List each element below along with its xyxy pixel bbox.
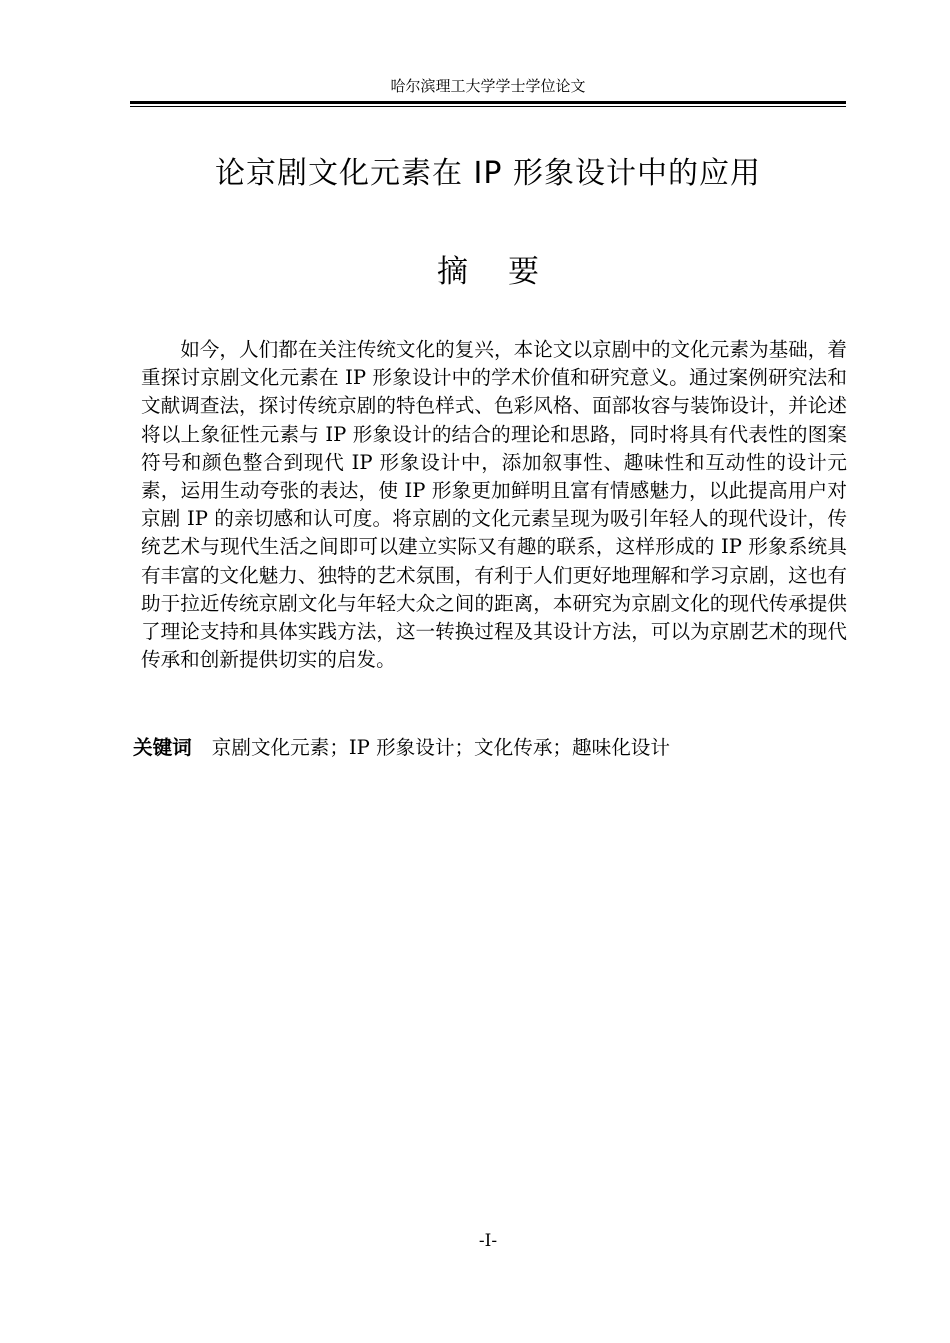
abstract-heading: 摘要 [437,254,579,290]
header-rule-thick [130,101,846,104]
abstract-body: 如今，人们都在关注传统文化的复兴，本论文以京剧中的文化元素为基础，着重探讨京剧文化元素在 IP 形象设计中的学术价值和研究意义。通过案例研究法和文献调查法，探讨传统京剧的特色样式、色彩风格、面部妆容与装饰设计，并论述将以上象征性元素与 IP 形象设计的结合的理论和思路，同时将具有代表性的图案符号和颜色整合到现代 IP 形象设计中，添加叙事性、趣味性和互动性的设计元素，运用生动夸张的表达，使 IP 形象更加鲜明且富有情感魅力，以此提高用户对京剧 IP 的亲切感和认可度。将京剧的文化元素呈现为吸引年轻人的现代设计，传统艺术与现代生活之间即可以建立实际又有趣的联系，这样形成的 IP 形象系统具有丰富的文化魅力、独特的艺术氛围，有利于人们更好地理解和学习京剧，这也有助于拉近传统京剧文化与年轻大众之间的距离，本研究为京剧文化的现代传承提供了理论支持和具体实践方法，这一转换过程及其设计方法，可以为京剧艺术的现代传承和创新提供切实的启发。 [141,338,847,672]
paper-title: 论京剧文化元素在 IP 形象设计中的应用 [214,156,761,191]
keywords-line [133,734,847,762]
keywords-text: 京剧文化元素；IP 形象设计；文化传承；趣味化设计 [211,736,670,759]
header-rule-thin [130,106,846,107]
page-number: -I- [478,1231,498,1251]
running-header: 哈尔滨理工大学学士学位论文 [390,77,586,95]
keywords-label: 关键词 [133,736,192,759]
